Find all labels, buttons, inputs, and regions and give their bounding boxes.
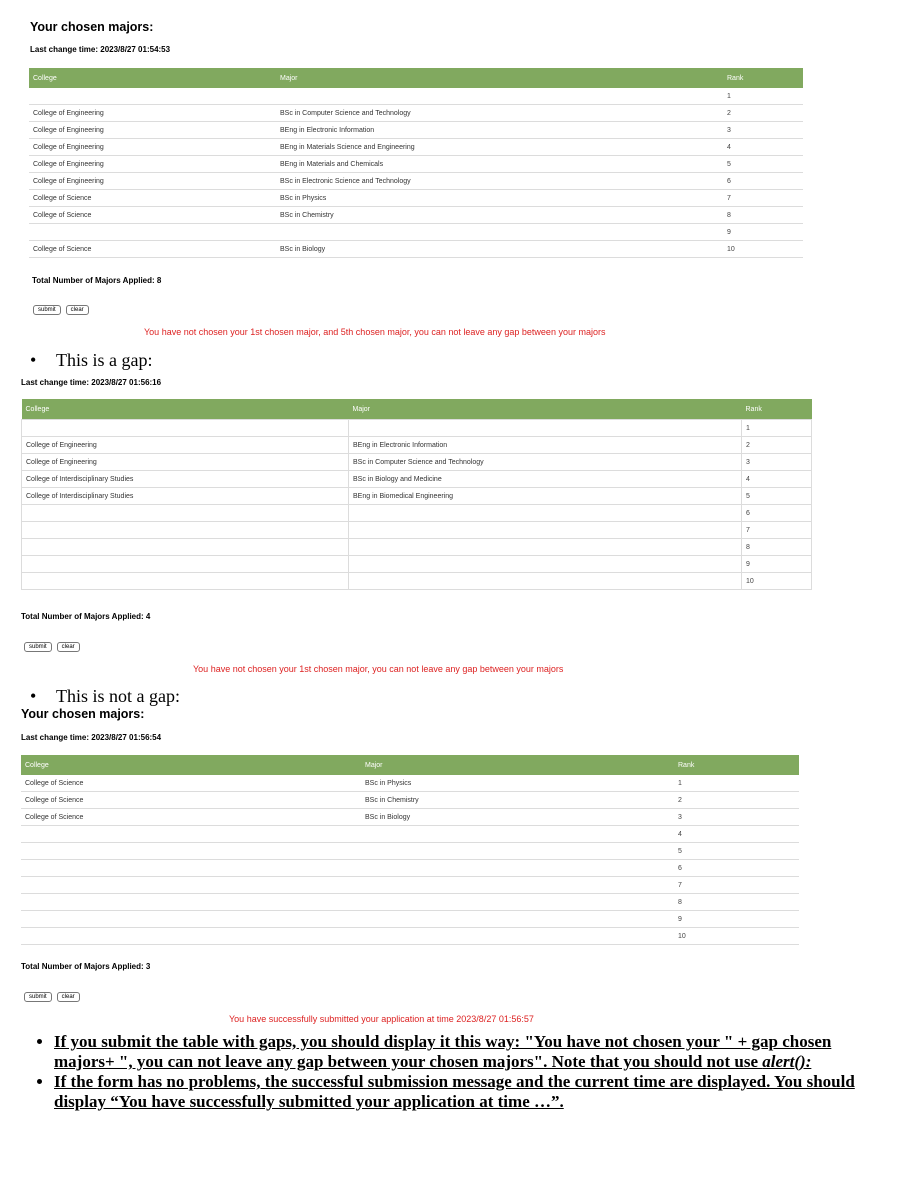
college-cell [29, 88, 276, 105]
college-cell: College of Engineering [29, 173, 276, 190]
table-row [22, 556, 812, 573]
major-cell: BSc in Chemistry [361, 792, 674, 809]
major-cell [361, 911, 674, 928]
table-row [22, 437, 812, 454]
table-row [29, 139, 803, 156]
section3-total: Total Number of Majors Applied: 3 [21, 962, 151, 971]
college-cell: College of Engineering [29, 156, 276, 173]
major-cell [361, 877, 674, 894]
major-cell: BSc in Computer Science and Technology [276, 105, 723, 122]
table-row [21, 860, 799, 877]
rank-cell: 6 [723, 173, 803, 190]
table-row [21, 928, 799, 945]
section3-clear-button[interactable]: clear [57, 992, 80, 1002]
rank-cell: 7 [742, 522, 812, 539]
table-row [22, 522, 812, 539]
college-cell [29, 224, 276, 241]
table-row [29, 173, 803, 190]
college-cell: College of Science [29, 190, 276, 207]
bullet-gap: • This is a gap: [30, 350, 153, 370]
requirements-list [0, 1032, 874, 1112]
major-cell [361, 928, 674, 945]
college-cell: College of Engineering [29, 105, 276, 122]
table-row [29, 88, 803, 105]
rank-cell: 3 [674, 809, 799, 826]
rank-cell: 1 [742, 420, 812, 437]
rank-header: Rank [674, 755, 799, 775]
college-cell [21, 894, 361, 911]
major-cell [276, 224, 723, 241]
major-cell [349, 420, 742, 437]
major-cell: BSc in Physics [276, 190, 723, 207]
table-row [22, 488, 812, 505]
table-row [29, 207, 803, 224]
table-row [22, 539, 812, 556]
section2-last-change: Last change time: 2023/8/27 01:56:16 [21, 378, 162, 387]
major-header: Major [349, 399, 742, 420]
college-cell [21, 860, 361, 877]
major-cell [349, 556, 742, 573]
college-cell: College of Interdisciplinary Studies [22, 488, 349, 505]
table-row [21, 792, 799, 809]
college-cell: College of Science [21, 792, 361, 809]
major-cell [349, 505, 742, 522]
rank-cell: 10 [723, 241, 803, 258]
section1-last-change: Last change time: 2023/8/27 01:54:53 [30, 45, 171, 54]
major-cell [349, 539, 742, 556]
section2-clear-button[interactable]: clear [57, 642, 80, 652]
rank-cell: 7 [674, 877, 799, 894]
section2-submit-button[interactable]: submit [24, 642, 52, 652]
major-cell: BSc in Computer Science and Technology [349, 454, 742, 471]
table-row [29, 122, 803, 139]
table-row [21, 826, 799, 843]
college-cell [22, 573, 349, 590]
rank-header: Rank [723, 68, 803, 88]
college-cell [22, 522, 349, 539]
rank-cell: 5 [723, 156, 803, 173]
table-row [22, 454, 812, 471]
major-cell [361, 894, 674, 911]
major-cell: BEng in Biomedical Engineering [349, 488, 742, 505]
rule-success-message: • If the form has no problems, the successful submission message and the current time are displayed. You should display “You have successfully submitted your application at time …”. [54, 1072, 874, 1112]
rank-cell: 9 [674, 911, 799, 928]
rank-cell: 5 [674, 843, 799, 860]
rank-header: Rank [742, 399, 812, 420]
section2-majors-table [21, 399, 812, 590]
college-cell: College of Science [29, 207, 276, 224]
section1-total: Total Number of Majors Applied: 8 [32, 276, 162, 285]
section3-title: Your chosen majors: [21, 707, 145, 721]
college-cell [21, 826, 361, 843]
college-cell [22, 420, 349, 437]
section1-majors-table [29, 68, 803, 258]
section3-success-message: You have successfully submitted your application at time 2023/8/27 01:56:57 [229, 1014, 534, 1024]
major-cell: BEng in Materials Science and Engineering [276, 139, 723, 156]
table-row [21, 809, 799, 826]
college-cell: College of Interdisciplinary Studies [22, 471, 349, 488]
college-cell [22, 505, 349, 522]
rank-cell: 8 [674, 894, 799, 911]
college-header: College [21, 755, 361, 775]
major-cell: BSc in Biology [276, 241, 723, 258]
major-cell [349, 522, 742, 539]
college-cell: College of Engineering [29, 139, 276, 156]
rank-cell: 9 [723, 224, 803, 241]
rank-cell: 3 [742, 454, 812, 471]
rank-cell: 8 [742, 539, 812, 556]
table-row [21, 843, 799, 860]
major-cell [349, 573, 742, 590]
table-row [21, 877, 799, 894]
section3-last-change: Last change time: 2023/8/27 01:56:54 [21, 733, 162, 742]
rank-cell: 1 [723, 88, 803, 105]
major-header: Major [361, 755, 674, 775]
rank-cell: 4 [723, 139, 803, 156]
section3-majors-table [21, 755, 799, 945]
college-cell [21, 877, 361, 894]
major-cell [361, 843, 674, 860]
rank-cell: 3 [723, 122, 803, 139]
table-row [29, 224, 803, 241]
major-cell: BSc in Biology [361, 809, 674, 826]
major-cell [361, 826, 674, 843]
rank-cell: 4 [742, 471, 812, 488]
rule-gap-message: • If you submit the table with gaps, you should display it this way: "You have not chosen your " + gap chosen majors+ ", you can not leave any gap between your chosen majors". Note that you should not use alert(): [54, 1032, 874, 1072]
section1-clear-button[interactable]: clear [66, 305, 89, 315]
rank-cell: 10 [742, 573, 812, 590]
table-row [22, 471, 812, 488]
major-cell [361, 860, 674, 877]
major-cell: BSc in Physics [361, 775, 674, 792]
rank-cell: 2 [674, 792, 799, 809]
table-row [29, 105, 803, 122]
table-row [22, 505, 812, 522]
college-cell [21, 928, 361, 945]
table-row [22, 420, 812, 437]
rank-cell: 6 [742, 505, 812, 522]
rank-cell: 5 [742, 488, 812, 505]
rank-cell: 9 [742, 556, 812, 573]
major-cell: BSc in Biology and Medicine [349, 471, 742, 488]
rank-cell: 1 [674, 775, 799, 792]
table-row [29, 190, 803, 207]
section2-error-message: You have not chosen your 1st chosen major, you can not leave any gap between your majors [193, 664, 564, 674]
rank-cell: 7 [723, 190, 803, 207]
rank-cell: 2 [723, 105, 803, 122]
rank-cell: 4 [674, 826, 799, 843]
college-cell: College of Science [21, 775, 361, 792]
section1-submit-button[interactable]: submit [33, 305, 61, 315]
section2-total: Total Number of Majors Applied: 4 [21, 612, 151, 621]
table-row [29, 241, 803, 258]
table-row [21, 911, 799, 928]
table-row [21, 894, 799, 911]
major-cell: BEng in Materials and Chemicals [276, 156, 723, 173]
college-header: College [22, 399, 349, 420]
rank-cell: 6 [674, 860, 799, 877]
section3-submit-button[interactable]: submit [24, 992, 52, 1002]
major-cell: BSc in Electronic Science and Technology [276, 173, 723, 190]
college-cell [21, 843, 361, 860]
major-cell: BEng in Electronic Information [276, 122, 723, 139]
rank-cell: 2 [742, 437, 812, 454]
college-cell: College of Science [29, 241, 276, 258]
major-cell [276, 88, 723, 105]
bullet-not-gap: • This is not a gap: [30, 686, 180, 706]
college-cell: College of Engineering [22, 437, 349, 454]
college-cell: College of Engineering [22, 454, 349, 471]
table-row [29, 156, 803, 173]
section1-error-message: You have not chosen your 1st chosen major, and 5th chosen major, you can not leave any gap between your majors [144, 327, 606, 337]
college-header: College [29, 68, 276, 88]
college-cell: College of Science [21, 809, 361, 826]
rank-cell: 10 [674, 928, 799, 945]
college-cell [22, 539, 349, 556]
major-header: Major [276, 68, 723, 88]
section1-title: Your chosen majors: [30, 20, 154, 34]
college-cell [22, 556, 349, 573]
college-cell [21, 911, 361, 928]
table-row [22, 573, 812, 590]
major-cell: BSc in Chemistry [276, 207, 723, 224]
rank-cell: 8 [723, 207, 803, 224]
table-row [21, 775, 799, 792]
college-cell: College of Engineering [29, 122, 276, 139]
major-cell: BEng in Electronic Information [349, 437, 742, 454]
